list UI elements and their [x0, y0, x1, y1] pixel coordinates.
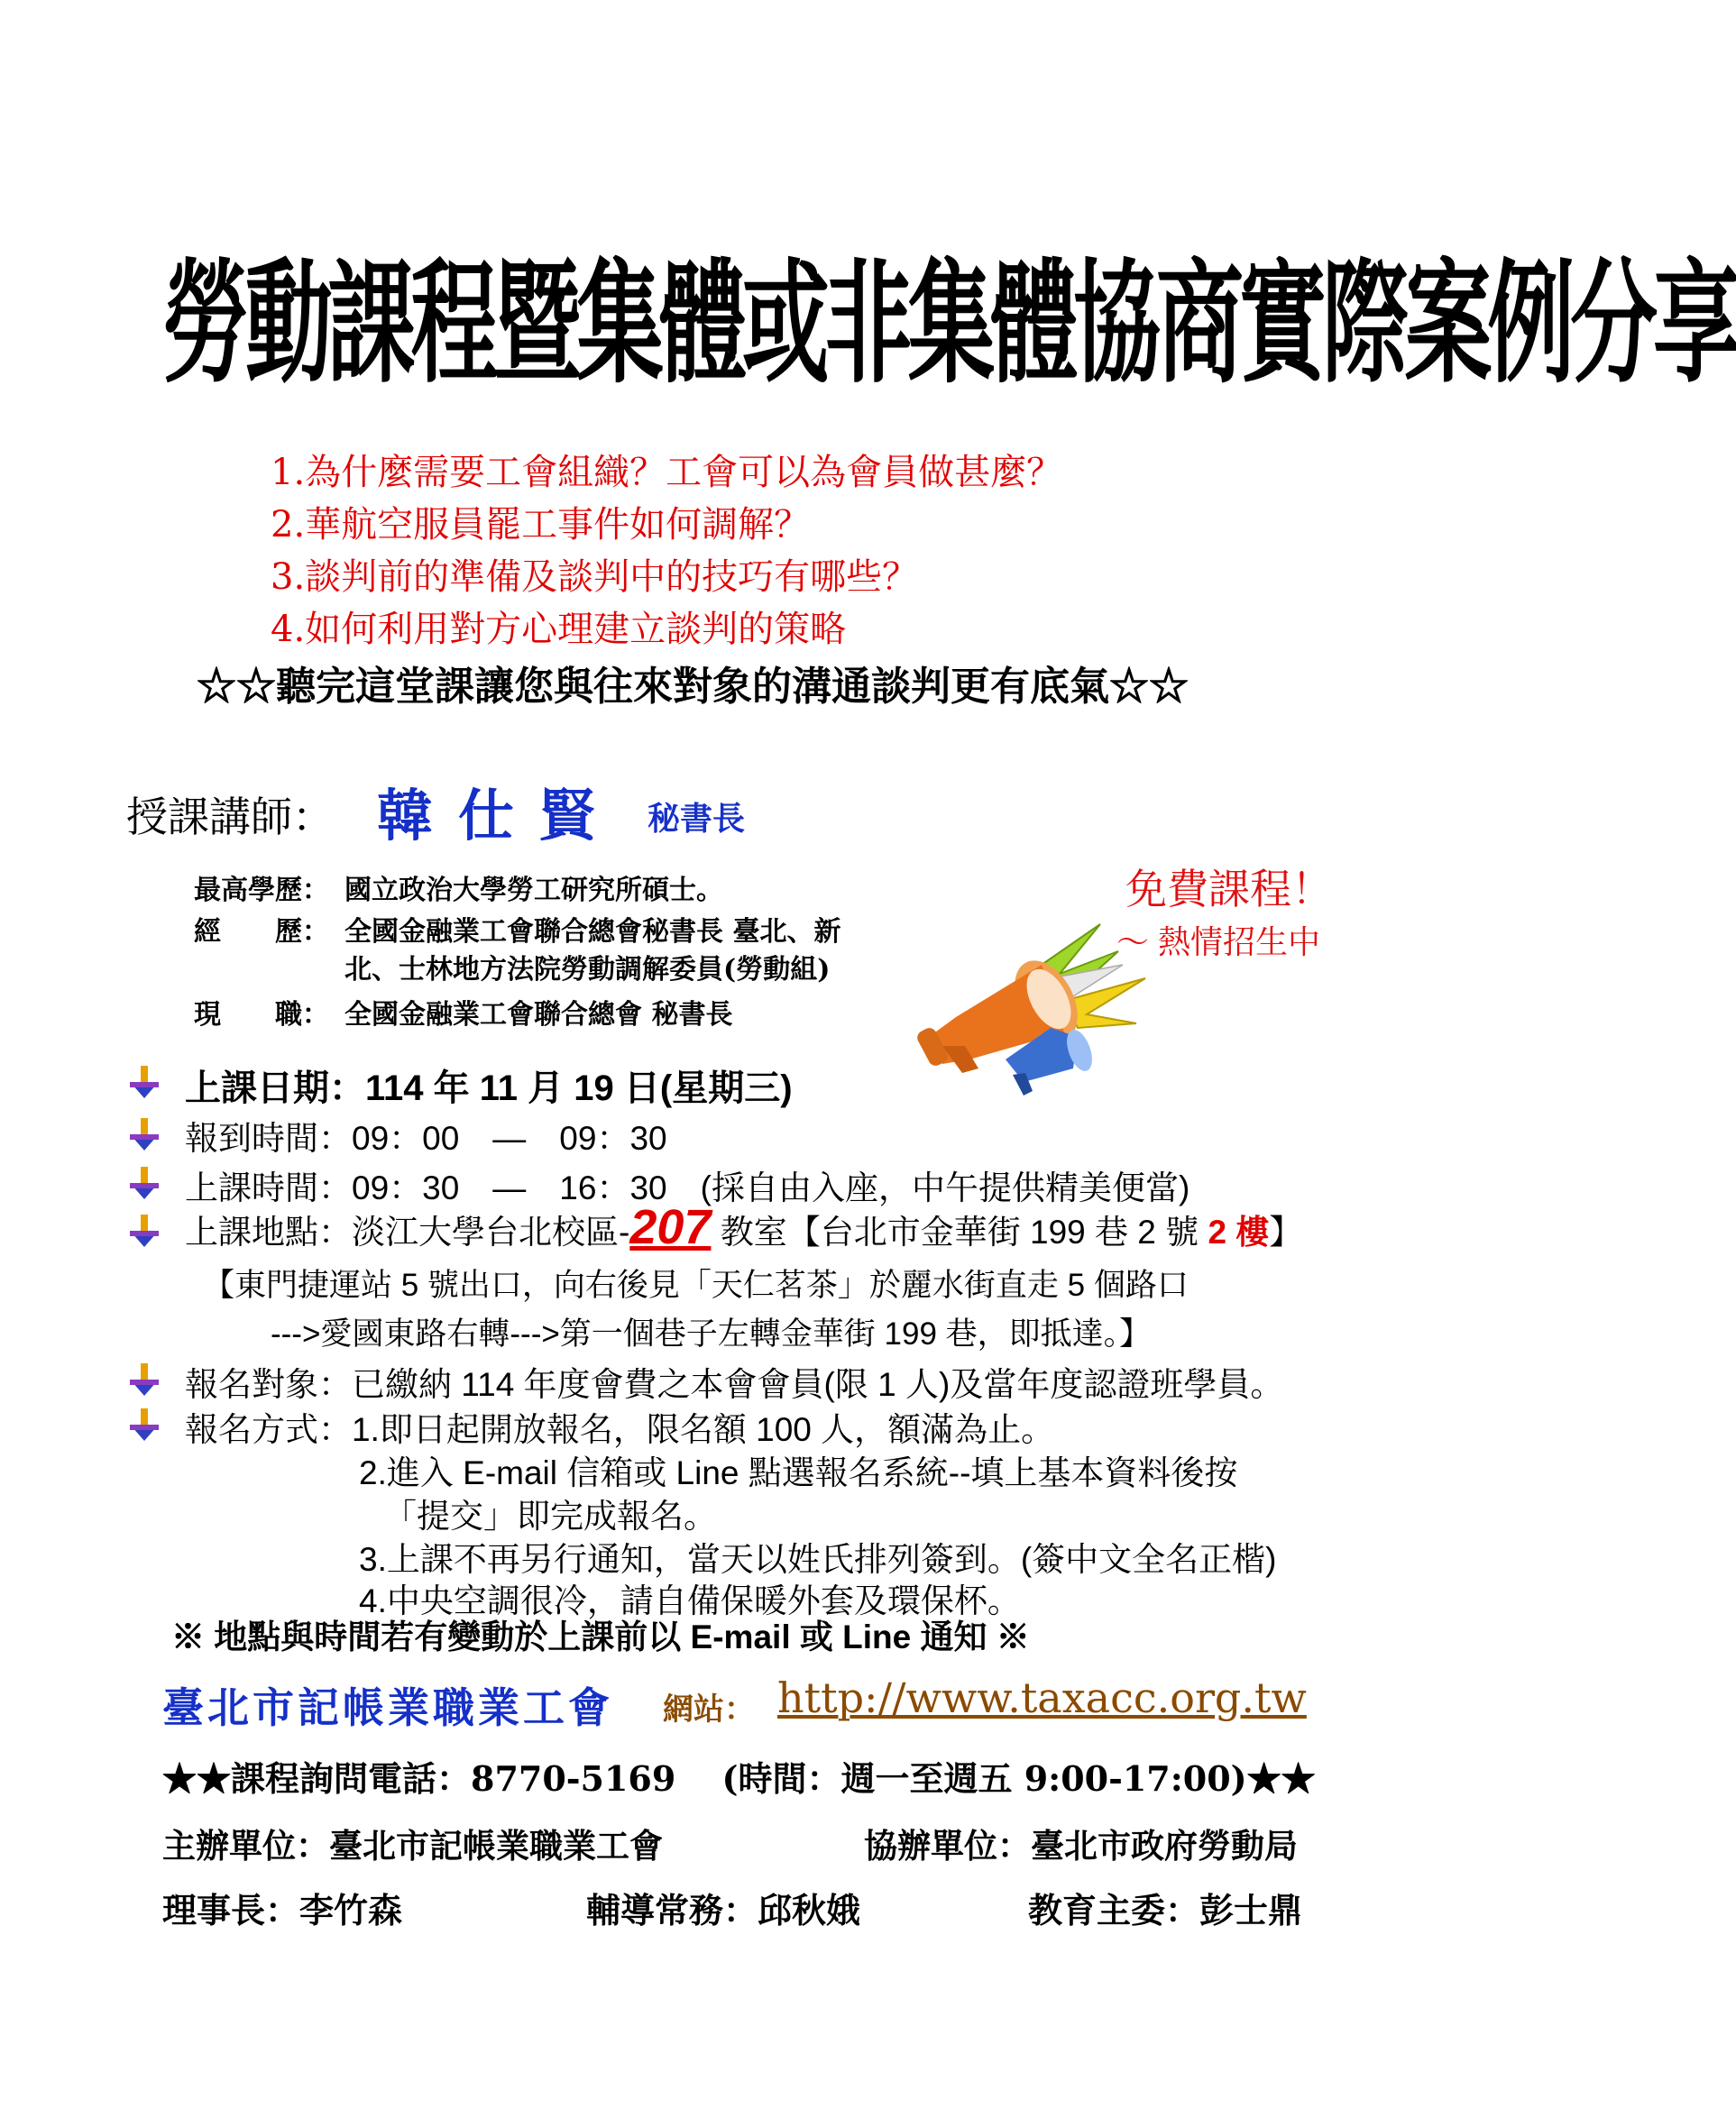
instructor-label: 授課講師：	[126, 793, 334, 840]
question-2: 2.華航空服員罷工事件如何調解？	[271, 504, 811, 546]
bullet-arrow-icon	[126, 1116, 162, 1152]
bullet-arrow-icon	[126, 1064, 162, 1100]
course-date: 上課日期：114 年 11 月 19 日(星期三)	[185, 1068, 793, 1108]
bullet-arrow-icon	[126, 1165, 162, 1201]
bullet-arrow-icon	[126, 1213, 162, 1249]
class-time: 上課時間：09：30 — 16：30 (採自由入座，中午提供精美便當)	[185, 1169, 1190, 1206]
advisor: 輔導常務：邱秋娥	[586, 1890, 861, 1930]
location-mid: 教室【台北市金華街 199 巷 2 號	[711, 1214, 1208, 1251]
bullet-arrow-icon	[126, 1407, 162, 1443]
credential-value: 北、士林地方法院勞動調解委員(勞動組)	[344, 954, 831, 986]
free-course-label: 免費課程！	[1125, 866, 1333, 912]
instructor-title: 秘書長	[648, 800, 746, 838]
credential-value: 全國金融業工會聯合總會 秘書長	[344, 999, 733, 1031]
registration-step-3: 3.上課不再另行通知，當天以姓氏排列簽到。(簽中文全名正楷)	[359, 1541, 1277, 1578]
megaphone-icon	[906, 911, 1154, 1100]
credential-value: 全國金融業工會聯合總會秘書長 臺北、新	[344, 916, 841, 948]
location	[185, 1199, 1302, 1255]
directions-line-2: --->愛國東路右轉--->第一個巷子左轉金華街 199 巷，即抵達。】	[271, 1316, 1152, 1352]
floor-number: 2 樓	[1208, 1214, 1270, 1251]
bullet-arrow-icon	[126, 1362, 162, 1398]
education-chair: 教育主委：彭士鼎	[1028, 1890, 1303, 1930]
co-organizer: 協辦單位：臺北市政府勞動局	[864, 1826, 1298, 1866]
location-prefix: 上課地點：淡江大學台北校區-	[185, 1214, 630, 1251]
credential-label: 經 歷：	[194, 916, 329, 948]
registration-step-2: 2.進入 E-mail 信箱或 Line 點選報名系統--填上基本資料後按	[359, 1454, 1238, 1491]
credential-label: 最高學歷：	[194, 875, 329, 906]
registration-method: 報名方式：1.即日起開放報名，限名額 100 人，額滿為止。	[185, 1411, 1055, 1448]
registration-step-4: 4.中央空調很冷，請自備保暖外套及環保杯。	[359, 1582, 1021, 1619]
organizer: 主辦單位：臺北市記帳業職業工會	[162, 1826, 663, 1866]
instructor-name: 韓仕賢	[377, 783, 621, 848]
contact-phone: ★★課程詢問電話：8770-5169 (時間：週一至週五 9:00-17:00)★★	[162, 1758, 1316, 1799]
union-name: 臺北市記帳業職業工會	[162, 1683, 613, 1732]
location-end: 】	[1269, 1214, 1303, 1251]
question-3: 3.談判前的準備及談判中的技巧有哪些？	[271, 556, 919, 598]
tagline: ☆☆聽完這堂課讓您與往來對象的溝通談判更有底氣☆☆	[197, 664, 1189, 710]
change-notice: ※ 地點與時間若有變動於上課前以 E-mail 或 Line 通知 ※	[171, 1618, 1030, 1655]
website-label: 網站：	[663, 1692, 755, 1728]
registration-step-2b: 「提交」即完成報名。	[383, 1498, 717, 1535]
recruiting-label: ～ 熱情招生中	[1116, 923, 1321, 960]
question-1: 1.為什麼需要工會組織？工會可以為會員做甚麼？	[271, 452, 1063, 493]
page-title: 勞動課程暨集體或非集體協商實際案例分享	[162, 245, 1736, 401]
question-4: 4.如何利用對方心理建立談判的策略	[271, 609, 847, 650]
credential-value: 國立政治大學勞工研究所碩士。	[344, 875, 723, 906]
room-number: 207	[629, 1200, 712, 1254]
website-link[interactable]: http://www.taxacc.org.tw	[777, 1673, 1307, 1722]
credential-label: 現 職：	[194, 999, 329, 1031]
directions-line-1: 【東門捷運站 5 號出口，向右後見「天仁茗茶」於麗水街直走 5 個路口	[203, 1268, 1189, 1303]
eligibility: 報名對象：已繳納 114 年度會費之本會會員(限 1 人)及當年度認證班學員。	[185, 1366, 1284, 1403]
checkin-time: 報到時間：09：00 — 09：30	[185, 1120, 667, 1157]
chairman: 理事長：李竹森	[162, 1890, 403, 1930]
